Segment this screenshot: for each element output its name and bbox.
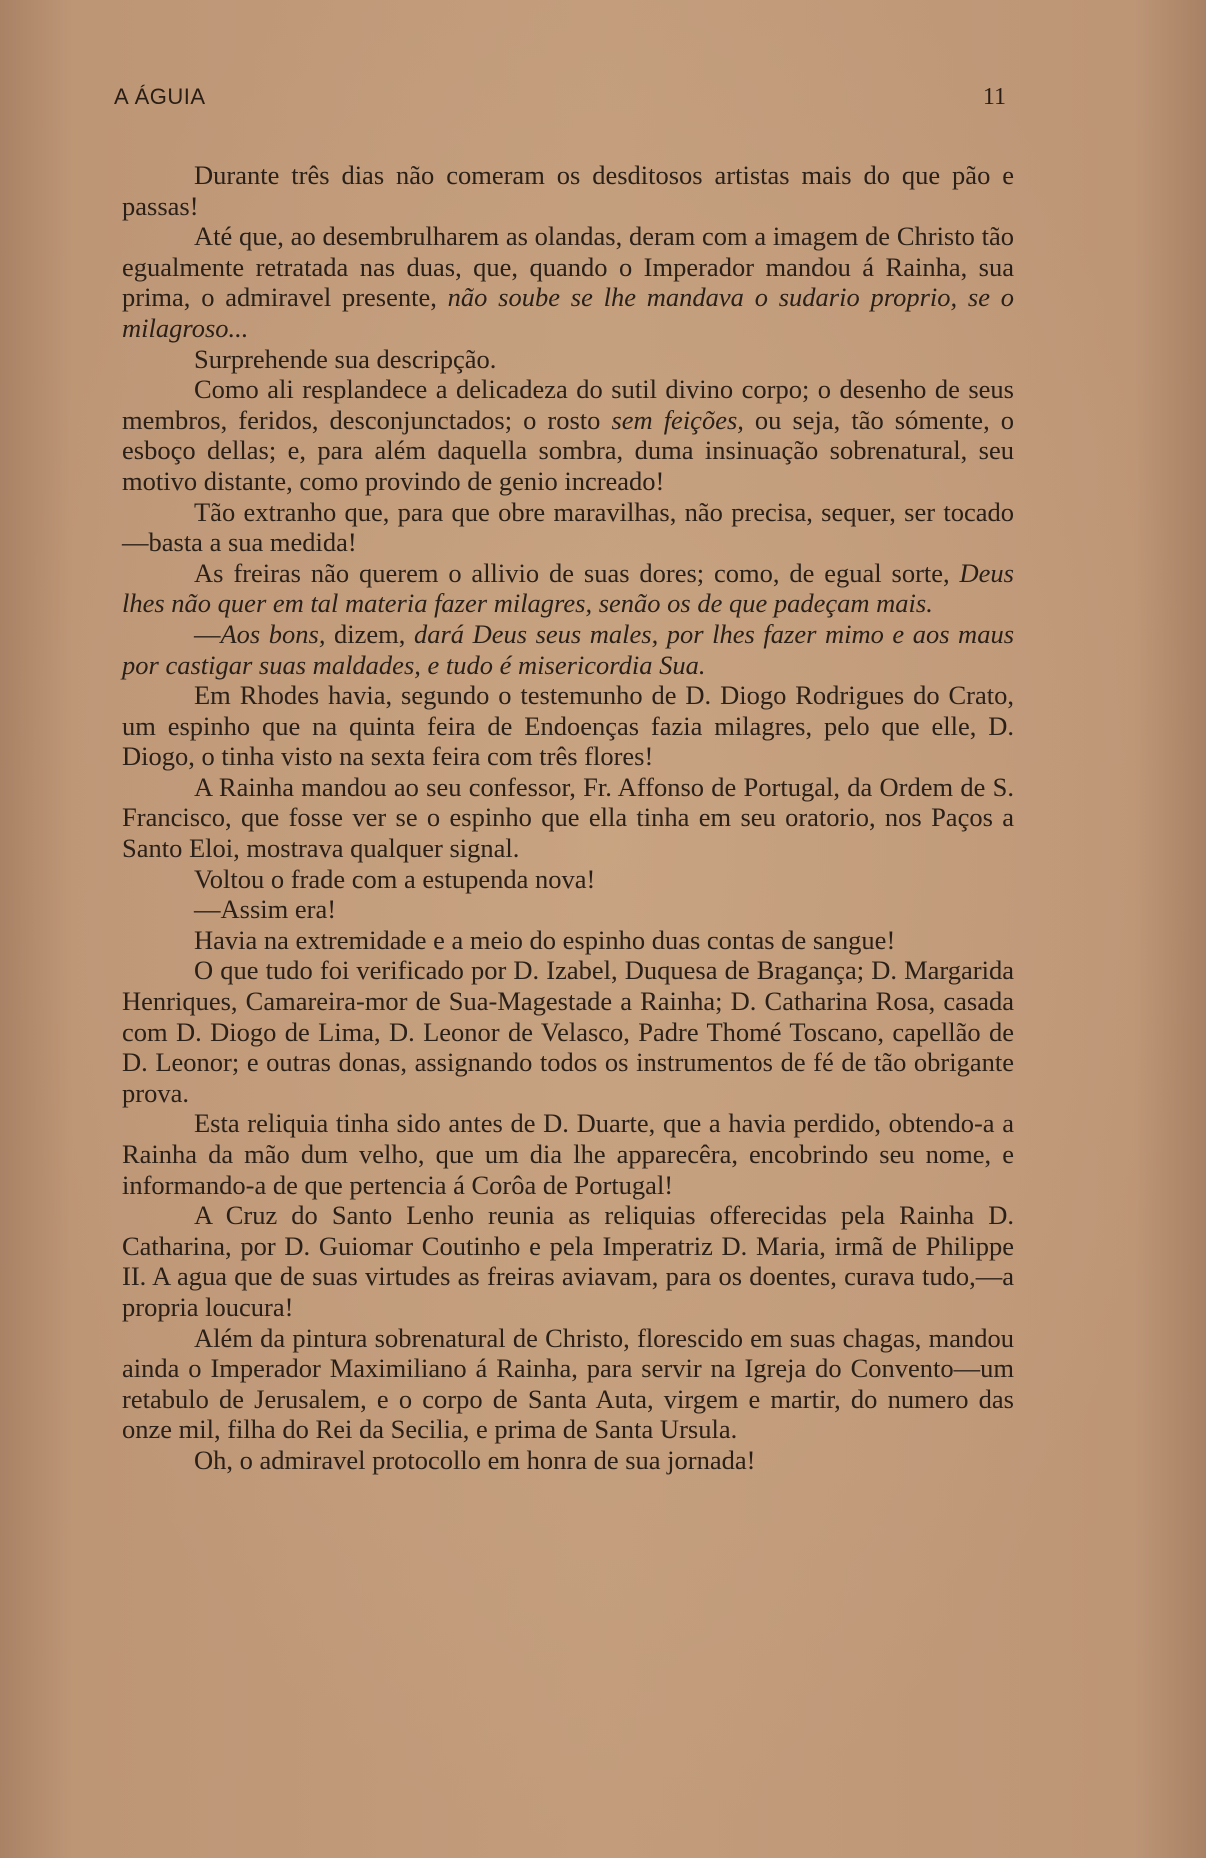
- paragraph-text: Como ali resplandece a delicadeza do sutil divino corpo; o desenho de seus membros, feridos, desconjunctados; o rosto: [122, 374, 1014, 435]
- paragraph: [122, 772, 1014, 864]
- paragraph: [122, 1445, 1014, 1476]
- page-number: 11: [982, 84, 1006, 110]
- paragraph: [122, 497, 1014, 558]
- paragraph-text: A Rainha mandou ao seu confessor, Fr. Affonso de Portugal, da Ordem de S. Francisco, que fosse ver se o espinho que ella tinha em seu oratorio, nos Paços a Santo Eloi, mostrava qualquer signal.: [122, 771, 1014, 864]
- paragraph: [122, 1323, 1014, 1445]
- paragraph: [122, 894, 1014, 925]
- italic-text: sem feições,: [611, 404, 744, 435]
- paragraph-text: Esta reliquia tinha sido antes de D. Duarte, que a havia perdido, obtendo-a a Rainha da mão dum velho, que um dia lhe apparecêra, encobrindo seu nome, e informando-a de que pertencia á Corôa de Portugal!: [122, 1108, 1014, 1200]
- paragraph-text: Tão extranho que, para que obre maravilhas, não precisa, sequer, ser tocado—basta a sua medida!: [122, 496, 1014, 558]
- body-text: [122, 160, 1014, 1476]
- paragraph-text: Até que, ao desembrulharem as olandas, deram com a imagem de Christo tão egualmente retratada nas duas, que, quando o Imperador mandou á Rainha, sua prima, o admiravel presente,: [122, 221, 1014, 313]
- paragraph-text: Durante três dias não comeram os desditosos artistas mais do que pão e passas!: [122, 160, 1014, 221]
- paragraph: [122, 558, 1014, 619]
- running-title: A ÁGUIA: [114, 84, 206, 109]
- paragraph-text: Surprehende sua descripção.: [194, 343, 497, 374]
- paragraph-text: O que tudo foi verificado por D. Izabel, Duquesa de Bragança; D. Margarida Henriques, Camareira-mor de Sua-Magestade a Rainha; D. Catharina Rosa, casada com D. Diogo de Lima, D. Leonor de Velasco, Padre Thomé Toscano, capellão de D. Leonor; e outras donas, assignando todos os instrumentos de fé de tão obrigante prova.: [122, 955, 1014, 1108]
- paragraph-text: Além da pintura sobrenatural de Christo, florescido em suas chagas, mandou ainda o Imperador Maximiliano á Rainha, para servir na Igreja do Convento—um retabulo de Jerusalem, e o corpo de Santa Auta, virgem e martir, do numero das onze mil, filha do Rei da Secilia, e prima de Santa Ursula.: [122, 1322, 1014, 1445]
- paragraph-text: Em Rhodes havia, segundo o testemunho de D. Diogo Rodrigues do Crato, um espinho que na quinta feira de Endoenças fazia milagres, pelo que elle, D. Diogo, o tinha visto na sexta feira com três flores!: [122, 680, 1014, 772]
- paragraph-text: ou seja, tão sómente, o esboço dellas; e, para além daquella sombra, duma insinuação sobrenatural, seu motivo distante, como provindo de genio increado!: [122, 404, 1014, 496]
- paragraph-text: A Cruz do Santo Lenho reunia as reliquias offerecidas pela Rainha D. Catharina, por D. Guiomar Coutinho e pela Imperatriz D. Maria, irmã de Philippe II. A agua que de suas virtudes as freiras aviavam, para os doentes, curava tudo,—a propria loucura!: [122, 1200, 1014, 1322]
- paragraph-text: —: [194, 618, 221, 649]
- paragraph: [122, 619, 1014, 680]
- paragraph: [122, 1200, 1014, 1322]
- paragraph-text: As freiras não querem o allivio de suas dores; como, de egual sorte,: [194, 557, 960, 588]
- paragraph: [122, 221, 1014, 343]
- italic-text: Deus lhes não quer em tal materia fazer milagres, senão os de que padeçam mais.: [122, 557, 1014, 619]
- italic-text: não soube se lhe mandava o sudario proprio, se o milagroso...: [122, 282, 1014, 343]
- paragraph: [122, 680, 1014, 772]
- paragraph-text: Havia na extremidade e a meio do espinho duas contas de sangue!: [194, 924, 896, 955]
- paragraph: [122, 160, 1014, 221]
- paragraph-text: dizem,: [325, 618, 414, 649]
- paragraph-text: Oh, o admiravel protocollo em honra de sua jornada!: [194, 1444, 756, 1475]
- paragraph-text: Voltou o frade com a estupenda nova!: [194, 863, 596, 894]
- paragraph-text: —Assim era!: [194, 894, 337, 925]
- paragraph: [122, 374, 1014, 496]
- paragraph: [122, 864, 1014, 895]
- italic-text: Aos bons,: [220, 618, 326, 649]
- paragraph: [122, 925, 1014, 956]
- page-header: [96, 84, 1006, 124]
- italic-text: dará Deus seus males, por lhes fazer mimo e aos maus por castigar suas maldades, e tudo é misericordia Sua.: [122, 618, 1015, 680]
- paragraph: [122, 1108, 1014, 1200]
- paragraph: [122, 955, 1014, 1108]
- paragraph: [122, 344, 1014, 375]
